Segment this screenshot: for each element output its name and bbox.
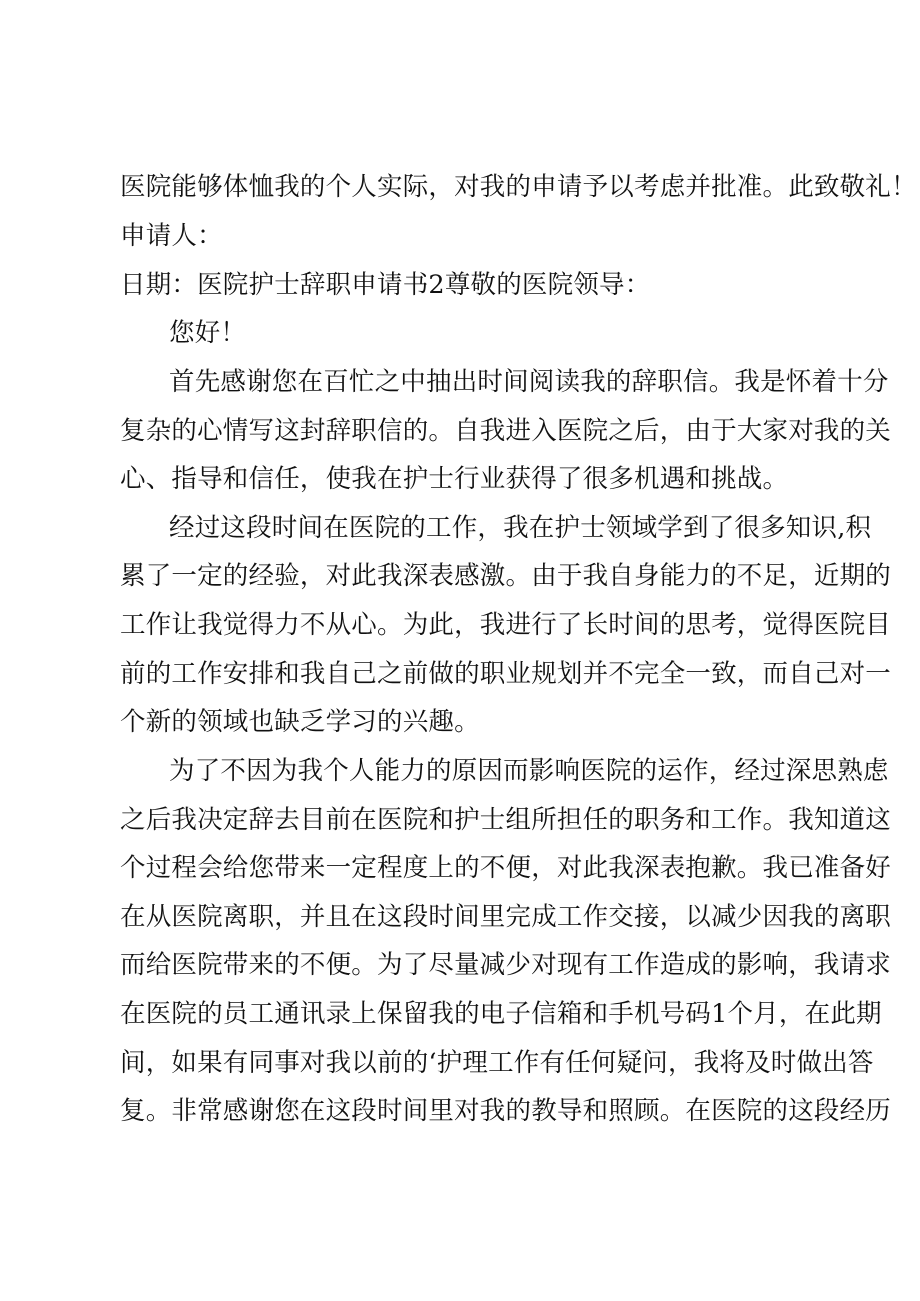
text-line-10: 工作让我觉得力不从心。为此，我进行了长时间的思考，觉得医院目 [120,610,892,640]
text-line-19: 间，如果有同事对我以前的‘护理工作有任何疑问，我将及时做出答 [120,1048,874,1078]
text-line-8: 经过这段时间在医院的工作，我在护士领域学到了很多知识,积 [169,513,872,543]
text-line-20: 复。非常感谢您在这段时间里对我的教导和照顾。在医院的这段经历 [120,1096,892,1126]
text-line-17: 而给医院带来的不便。为了尽量减少对现有工作造成的影响，我请求 [120,950,892,980]
text-line-16: 在从医院离职，并且在这段时间里完成工作交接，以减少因我的离职 [120,902,892,932]
text-line-5: 首先感谢您在百忙之中抽出时间阅读我的辞职信。我是怀着十分 [169,367,889,397]
text-line-6: 复杂的心情写这封辞职信的。自我进入医院之后，由于大家对我的关 [120,416,892,446]
text-line-3: 日期：医院护士辞职申请书2尊敬的医院领导： [120,270,651,300]
text-line-4: 您好！ [169,318,247,348]
text-line-11: 前的工作安排和我自己之前做的职业规划并不完全一致，而自己对一 [120,659,892,689]
text-line-12: 个新的领域也缺乏学习的兴趣。 [120,707,480,737]
text-line-2: 申请人： [120,221,223,251]
text-line-13: 为了不因为我个人能力的原因而影响医院的运作，经过深思熟虑 [169,756,889,786]
text-line-18: 在医院的员工通讯录上保留我的电子信箱和手机号码1个月，在此期 [120,999,882,1029]
text-line-1: 医院能够体恤我的个人实际，对我的申请予以考虑并批准。此致敬礼！ [120,172,917,202]
text-line-14: 之后我决定辞去目前在医院和护士组所担任的职务和工作。我知道这 [120,805,892,835]
text-line-15: 个过程会给您带来一定程度上的不便，对此我深表抱歉。我已准备好 [120,853,892,883]
text-line-7: 心、指导和信任，使我在护士行业获得了很多机遇和挑战。 [120,464,789,494]
text-line-9: 累了一定的经验，对此我深表感激。由于我自身能力的不足，近期的 [120,561,892,591]
